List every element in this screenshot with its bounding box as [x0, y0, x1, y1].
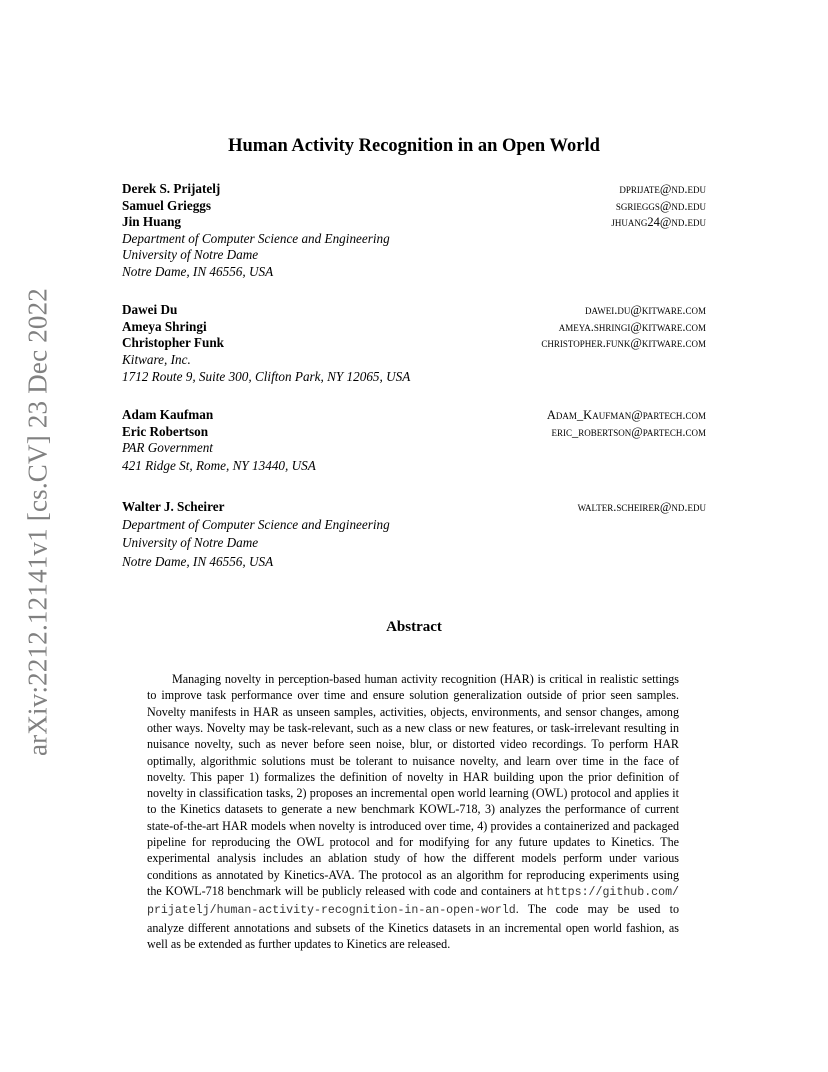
author-email: jhuang24@nd.edu: [611, 215, 706, 229]
author-row: [122, 181, 706, 198]
author-row: [122, 214, 706, 231]
author-email: dawei.du@kitware.com: [584, 303, 706, 317]
author-email: dprijate@nd.edu: [619, 182, 706, 196]
author-email: ameya.shringi@kitware.com: [558, 319, 706, 334]
abstract-heading: Abstract: [386, 619, 442, 635]
author-row: [122, 407, 706, 424]
arxiv-identifier-stamp: arXiv:2212.12141v1 [cs.CV] 23 Dec 2022: [22, 287, 53, 757]
affiliation-line: Department of Computer Science and Engineering: [122, 230, 390, 246]
affiliation-line: Kitware, Inc.: [122, 351, 191, 367]
author-row: [122, 319, 706, 336]
author-email: christopher.funk@kitware.com: [541, 336, 706, 350]
author-group-scheirer: [122, 499, 706, 571]
author-name: Adam Kaufman: [122, 407, 214, 422]
abstract-text-end: . The code may be used to analyze different annotations and subsets of the Kinetics datasets in an incremental open world fashion, as well as be extended as further updates to Kinetics are released.: [147, 902, 679, 951]
affiliation-line: 421 Ridge St, Rome, NY 13440, USA: [122, 457, 316, 473]
author-email: walter.scheirer@nd.edu: [577, 500, 706, 514]
author-name: Eric Robertson: [122, 423, 209, 439]
abstract-text: Managing novelty in perception-based human activity recognition (HAR) is critical in realistic settings to improve task performance over time and ensure solution generalization outside of prior seen samples. Novelty manifests in HAR as unseen samples, activities, objects, environments, and sensor changes, among other ways. Novelty may be task-relevant, such as a new class or new features, or task-irrelevant resulting in nuisance novelty, such as never before seen noise, blur, or distorted video recordings. To perform HAR optimally, algorithmic solutions must be tolerant to nuisance novelty, and learn over time in the face of novelty. This paper 1) formalizes the definition of novelty in HAR building upon the prior definition of novelty in classification tasks, 2) proposes an incremental open world learning (OWL) protocol and applies it to the Kinetics datasets to generate a new benchmark KOWL-718, 3) analyzes the performance of current state-of-the-art HAR models when novelty is introduced over time, 4) provides a containerized and packaged pipeline for reproducing the OWL protocol and for modifying for any future updates to Kinetics. The experimental analysis includes an ablation study of how the different models perform under various conditions as annotated by Kinetics-AVA. The protocol as an algorithm for reproducing experiments using the KOWL-718 benchmark will be publicly released with code and containers at: [147, 672, 679, 898]
author-row: [122, 499, 706, 516]
affiliation-line: Department of Computer Science and Engineering: [122, 516, 390, 532]
author-name: Derek S. Prijatelj: [122, 181, 221, 196]
paper-title: Human Activity Recognition in an Open World: [228, 136, 600, 156]
author-row: [122, 302, 706, 319]
author-name: Samuel Grieggs: [122, 197, 212, 213]
affiliation-line: 1712 Route 9, Suite 300, Clifton Park, NY 12065, USA: [122, 369, 411, 384]
author-name: Dawei Du: [122, 302, 178, 317]
author-name: Christopher Funk: [122, 335, 224, 350]
affiliation-line: PAR Government: [122, 440, 213, 455]
author-group-notre-dame: [122, 181, 706, 280]
author-name: Jin Huang: [122, 214, 182, 229]
author-row: [122, 424, 706, 441]
affiliation-line: University of Notre Dame: [122, 535, 259, 550]
affiliation-line: Notre Dame, IN 46556, USA: [122, 263, 274, 279]
author-name: Walter J. Scheirer: [122, 499, 225, 514]
affiliation-line: Notre Dame, IN 46556, USA: [122, 553, 274, 569]
author-email: sgrieggs@nd.edu: [615, 198, 706, 213]
abstract-body: [147, 671, 679, 952]
author-group-kitware: [122, 302, 706, 387]
affiliation-line: University of Notre Dame: [122, 247, 259, 262]
author-group-par-government: [122, 407, 706, 475]
author-row: [122, 198, 706, 215]
author-email: eric_robertson@partech.com: [551, 424, 706, 439]
author-email: Adam_Kaufman@partech.com: [546, 408, 706, 422]
author-name: Ameya Shringi: [122, 318, 207, 334]
code-repository-link[interactable]: https://github.com/prijatelj/human-activity-recognition-in-an-open-world: [147, 885, 679, 918]
author-row: [122, 335, 706, 352]
